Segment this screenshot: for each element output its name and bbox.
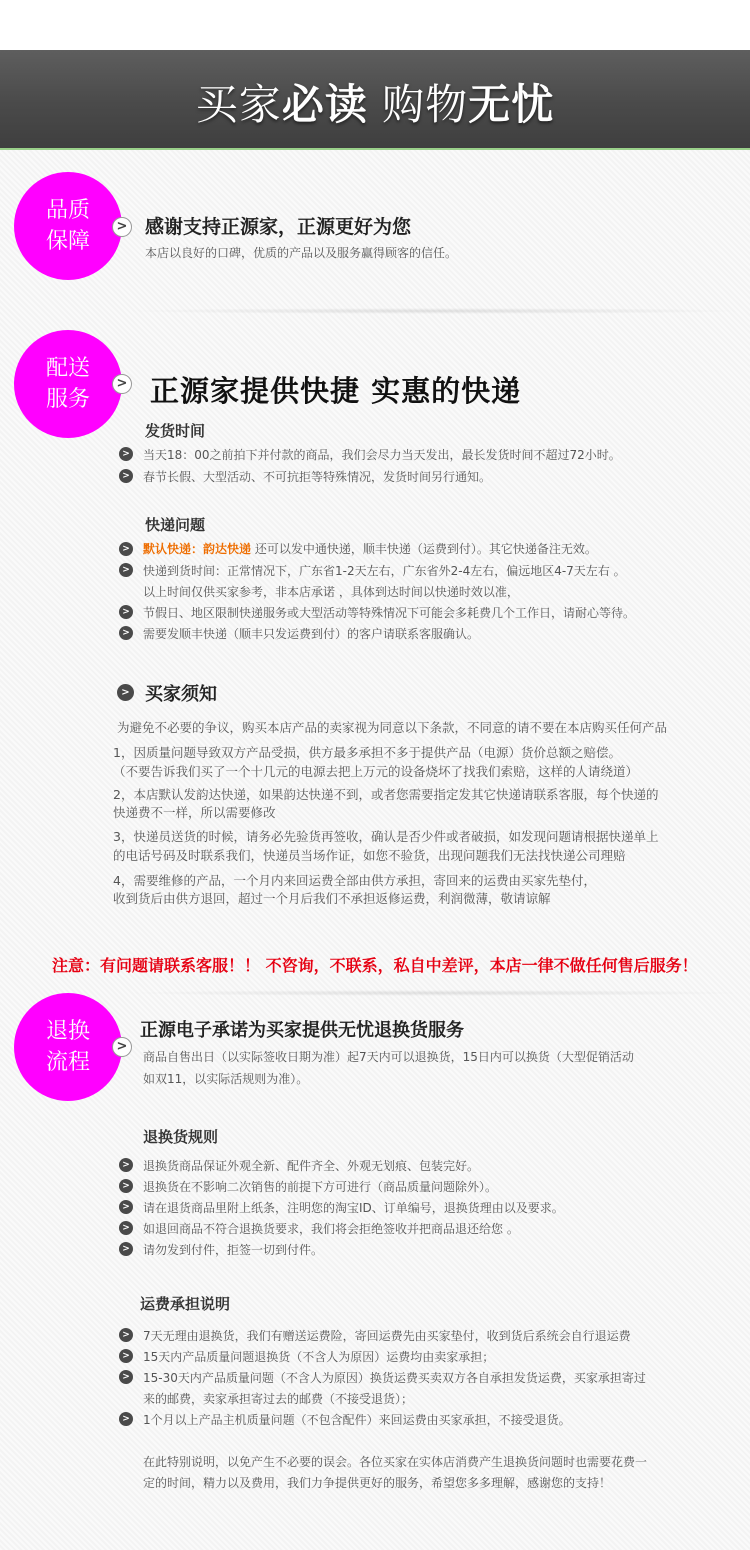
bullet-arrow-icon: > — [119, 469, 133, 483]
courier-item: 以上时间仅供买家参考，非本店承诺 ，具体到达时间以快递时效以准， — [143, 585, 519, 599]
freight-item: 7天无理由退换货，我们有赠送运费险，寄回运费先由买家垫付，收到货后系统会自行退运费 — [143, 1329, 631, 1343]
bullet-arrow-icon: > — [119, 1200, 133, 1214]
bullet-arrow-icon: > — [119, 1221, 133, 1235]
section-divider — [120, 990, 750, 996]
chevron-right-icon: > — [112, 217, 132, 237]
freight-heading: 运费承担说明 — [140, 1295, 231, 1313]
quality-desc: 本店以良好的口碑，优质的产品以及服务赢得顾客的信任。 — [145, 246, 458, 260]
bullet-arrow-icon: > — [119, 605, 133, 619]
banner-title-part2: 必读 — [281, 80, 368, 129]
freight-item: 15-30天内产品质量问题（不含人为原因）换货运费买卖双方各自承担发货运费，买家承担寄过 — [143, 1371, 646, 1385]
courier-item: 需要发顺丰快递（顺丰只发运费到付）的客户请联系客服确认。 — [143, 627, 480, 641]
buyer-notice-line: 3，快递员送货的时候，请务必先验货再签收，确认是否少件或者破损，如发现问题请根据快递单上 — [113, 829, 659, 844]
banner-title-part1: 买家 — [195, 80, 282, 129]
returns-rule: 退换货在不影响二次销售的前提下方可进行（商品质量问题除外）。 — [143, 1180, 498, 1194]
bullet-arrow-icon: > — [119, 563, 133, 577]
ship-item: 春节长假、大型活动、不可抗拒等特殊情况，发货时间另行通知。 — [143, 470, 492, 484]
bullet-arrow-icon: > — [119, 626, 133, 640]
courier-default-rest: 还可以发中通快递，顺丰快递（运费到付）。其它快递备注无效。 — [251, 542, 597, 556]
closing-line1: 在此特别说明，以免产生不必要的误会。各位买家在实体店消费产生退换货问题时也需要花费一 — [143, 1455, 648, 1469]
buyer-notice-intro: 为避免不必要的争议，购买本店产品的卖家视为同意以下条款，不同意的请不要在本店购买任何产品 — [117, 720, 668, 735]
bullet-arrow-icon: > — [119, 1349, 133, 1363]
buyer-notice-line: 1，因质量问题导致双方产品受损，供方最多承担不多于提供产品（电源）货价总额之赔偿。 — [113, 745, 621, 760]
bullet-arrow-icon: > — [119, 1242, 133, 1256]
buyer-notice-line: 收到货后由供方退回，超过一个月后我们不承担返修运费，利润微薄，敬请谅解 — [113, 891, 551, 906]
bullet-arrow-icon: > — [119, 542, 133, 556]
returns-desc-line1: 商品自售出日（以实际签收日期为准）起7天内可以退换货，15日内可以换货（大型促销活动 — [143, 1050, 634, 1064]
bullet-arrow-icon: > — [119, 1370, 133, 1384]
courier-default — [143, 540, 597, 557]
returns-rule: 请在退货商品里附上纸条，注明您的淘宝ID、订单编号，退换货理由以及要求。 — [143, 1201, 564, 1215]
chevron-right-icon: > — [112, 1037, 132, 1057]
returns-rules-heading: 退换货规则 — [143, 1128, 219, 1146]
freight-item: 来的邮费，卖家承担寄过去的邮费（不接受退货）； — [143, 1392, 414, 1406]
banner-title — [196, 72, 554, 132]
courier-item: 快递到货时间：正常情况下，广东省1-2天左右，广东省外2-4左右，偏远地区4-7天左右 。 — [143, 564, 626, 578]
quality-title: 感谢支持正源家，正源更好为您 — [145, 216, 412, 238]
warning-notice: 注意：有问题请联系客服！！ 不咨询，不联系，私自中差评，本店一律不做任何售后服务！ — [52, 956, 698, 975]
returns-rule: 退换货商品保证外观全新、配件齐全、外观无划痕、包装完好。 — [143, 1159, 480, 1173]
quality-badge — [14, 172, 122, 280]
ship-item: 当天18：00之前拍下并付款的商品，我们会尽力当天发出，最长发货时间不超过72小时。 — [143, 448, 621, 462]
bullet-arrow-icon: > — [119, 1179, 133, 1193]
header-banner — [0, 50, 750, 150]
courier-item: 节假日、地区限制快递服务或大型活动等特殊情况下可能会多耗费几个工作日，请耐心等待。 — [143, 606, 636, 620]
buyer-notice-line: （不要告诉我们买了一个十几元的电源去把上万元的设备烧坏了找我们索赔，这样的人请绕道） — [113, 764, 639, 779]
returns-desc-line2: 如双11，以实际活规则为准）。 — [143, 1072, 309, 1086]
courier-heading: 快递问题 — [145, 516, 206, 534]
delivery-title: 正源家提供快捷 实惠的快递 — [150, 374, 522, 408]
bullet-arrow-icon: > — [119, 1328, 133, 1342]
freight-item: 15天内产品质量问题退换货（不含人为原因）运费均由卖家承担； — [143, 1350, 495, 1364]
buyer-notice-line: 4，需要维修的产品，一个月内来回运费全部由供方承担，寄回来的运费由买家先垫付， — [113, 873, 596, 888]
delivery-badge-line1: 配送 — [45, 356, 90, 381]
buyer-notice-line: 快递费不一样，所以需要修改 — [113, 805, 276, 820]
returns-badge-line1: 退换 — [45, 1019, 90, 1044]
delivery-badge — [14, 330, 122, 438]
returns-badge-line2: 流程 — [45, 1050, 90, 1075]
returns-badge — [14, 993, 122, 1101]
quality-badge-line1: 品质 — [45, 198, 90, 223]
closing-line2: 定的时间，精力以及费用，我们力争提供更好的服务，希望您多多理解，感谢您的支持！ — [143, 1476, 612, 1490]
returns-rule: 请勿发到付件，拒签一切到付件。 — [143, 1243, 324, 1257]
buyer-notice-heading: 买家须知 — [145, 684, 217, 705]
banner-title-part3: 购物 — [367, 80, 469, 129]
returns-rule: 如退回商品不符合退换货要求，我们将会拒绝签收并把商品退还给您 。 — [143, 1222, 519, 1236]
banner-title-part4: 无忧 — [468, 80, 555, 129]
quality-badge-line2: 保障 — [45, 229, 90, 254]
bullet-arrow-icon: > — [117, 684, 134, 701]
returns-title: 正源电子承诺为买家提供无忧退换货服务 — [140, 1020, 464, 1041]
buyer-notice-line: 的电话号码及时联系我们，快递员当场作证，如您不验货，出现问题我们无法找快递公司理赔 — [113, 848, 626, 863]
bullet-arrow-icon: > — [119, 1158, 133, 1172]
courier-default-label: 默认快递：韵达快递 — [143, 542, 252, 556]
buyer-notice-line: 2，本店默认发韵达快递，如果韵达快递不到，或者您需要指定发其它快递请联系客服，每个快递的 — [113, 787, 659, 802]
delivery-badge-line2: 服务 — [45, 387, 90, 412]
chevron-right-icon: > — [112, 374, 132, 394]
bullet-arrow-icon: > — [119, 447, 133, 461]
ship-time-heading: 发货时间 — [145, 422, 206, 440]
bullet-arrow-icon: > — [119, 1412, 133, 1426]
section-divider — [120, 308, 750, 314]
freight-item: 1个月以上产品主机质量问题（不包含配件）来回运费由买家承担，不接受退货。 — [143, 1413, 571, 1427]
